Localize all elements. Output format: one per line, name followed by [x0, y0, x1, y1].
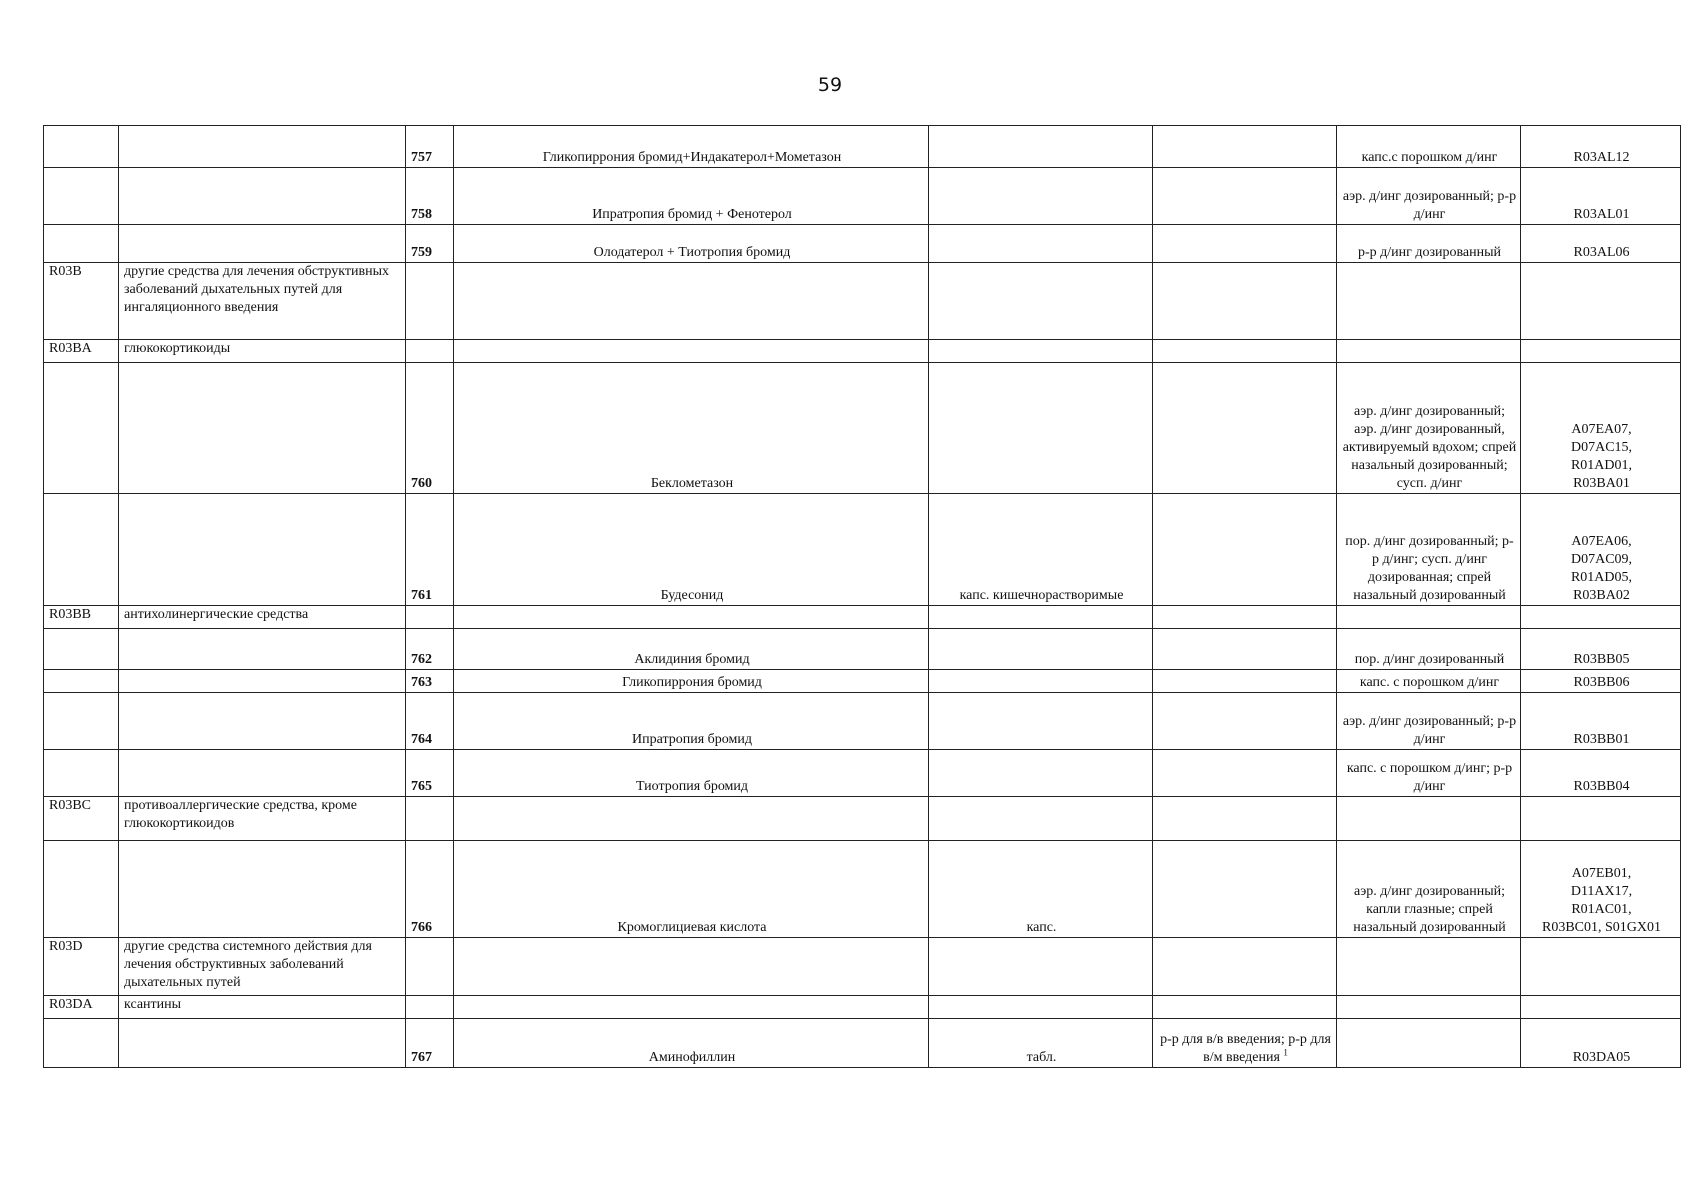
- dosage-form-cell: [929, 363, 1153, 494]
- row-number-text: 760: [411, 476, 432, 491]
- drug-name-text: Беклометазон: [650, 476, 734, 491]
- row-number-cell: [406, 629, 454, 670]
- drug-row: [44, 168, 1681, 225]
- drug-name-text: Ипратропия бромид + Фенотерол: [592, 207, 792, 222]
- dosage-form-cell: [929, 606, 1153, 629]
- dosage-form-cell: [1337, 670, 1521, 693]
- drug-name-cell: [454, 606, 929, 629]
- drug-name-text: Гликопиррония бромид: [622, 675, 762, 690]
- drug-row: [44, 1019, 1681, 1068]
- dosage-form-cell: [1153, 494, 1337, 606]
- group-name-cell: [119, 340, 406, 363]
- dosage-form-cell: [929, 841, 1153, 938]
- group-name-cell: [119, 363, 406, 494]
- row-number-cell: [406, 494, 454, 606]
- group-name-cell: [119, 629, 406, 670]
- group-row: [44, 996, 1681, 1019]
- dosage-form-cell: [1153, 225, 1337, 263]
- drug-name-text: Аклидиния бромид: [634, 652, 750, 667]
- drug-name-cell: [454, 494, 929, 606]
- drug-row: [44, 693, 1681, 750]
- group-name-cell: [119, 225, 406, 263]
- group-row: [44, 797, 1681, 841]
- drug-name-text: Гликопиррония бромид+Индакатерол+Мометазон: [542, 150, 842, 165]
- dosage-form-text: аэр. д/инг дозированный; капли глазные; спрей назальный дозированный: [1353, 884, 1506, 935]
- dosage-form-cell: [1337, 996, 1521, 1019]
- dosage-form-cell: [1153, 263, 1337, 340]
- atc-code-cell: [44, 225, 119, 263]
- atc-classification-cell: [1521, 797, 1681, 841]
- dosage-form-cell: [1153, 841, 1337, 938]
- atc-classification-text: R03BB04: [1573, 779, 1630, 794]
- group-name-text: антихолинергические средства: [124, 607, 309, 622]
- dosage-form-cell: [1337, 340, 1521, 363]
- row-number-text: 764: [411, 732, 432, 747]
- atc-classification-cell: [1521, 606, 1681, 629]
- drug-name-cell: [454, 938, 929, 996]
- row-number-text: 758: [411, 207, 432, 222]
- group-name-cell: [119, 168, 406, 225]
- dosage-form-cell: [1153, 996, 1337, 1019]
- atc-code-cell: [44, 629, 119, 670]
- atc-classification-cell: [1521, 670, 1681, 693]
- row-number-cell: [406, 363, 454, 494]
- dosage-form-cell: [1337, 126, 1521, 168]
- group-name-cell: [119, 996, 406, 1019]
- drug-name-text: Будесонид: [660, 588, 724, 603]
- dosage-form-cell: [1153, 670, 1337, 693]
- atc-classification-cell: [1521, 996, 1681, 1019]
- atc-classification-cell: [1521, 693, 1681, 750]
- dosage-form-cell: [1337, 263, 1521, 340]
- dosage-form-cell: [929, 340, 1153, 363]
- atc-code-cell: [44, 938, 119, 996]
- page-number: 59: [817, 74, 843, 96]
- atc-classification-cell: [1521, 263, 1681, 340]
- row-number-cell: [406, 938, 454, 996]
- dosage-form-text: р-р для в/в введения; р-р для в/м введения: [1160, 1032, 1331, 1065]
- row-number-cell: [406, 168, 454, 225]
- atc-classification-text: R03AL06: [1573, 245, 1630, 260]
- atc-code-cell: [44, 126, 119, 168]
- dosage-form-cell: [1337, 629, 1521, 670]
- dosage-form-cell: [929, 1019, 1153, 1068]
- drug-name-cell: [454, 841, 929, 938]
- row-number-cell: [406, 750, 454, 797]
- dosage-form-cell: [1153, 168, 1337, 225]
- drug-name-cell: [454, 996, 929, 1019]
- dosage-form-text: пор. д/инг дозированный: [1354, 652, 1505, 667]
- group-name-text: другие средства для лечения обструктивных заболеваний дыхательных путей для ингаляционного введения: [124, 264, 389, 315]
- dosage-form-cell: [929, 996, 1153, 1019]
- row-number-cell: [406, 693, 454, 750]
- drug-name-text: Аминофиллин: [648, 1050, 736, 1065]
- atc-classification-text: A07EB01, D11AX17, R01AC01, R03BC01, S01GX01: [1541, 866, 1662, 935]
- drug-row: [44, 126, 1681, 168]
- row-number-text: 762: [411, 652, 432, 667]
- drug-name-cell: [454, 340, 929, 363]
- group-name-cell: [119, 126, 406, 168]
- group-row: [44, 340, 1681, 363]
- dosage-form-text: капс. с порошком д/инг: [1359, 675, 1500, 690]
- atc-classification-cell: [1521, 363, 1681, 494]
- row-number-cell: [406, 225, 454, 263]
- atc-classification-cell: [1521, 938, 1681, 996]
- atc-code-cell: [44, 693, 119, 750]
- row-number-text: 766: [411, 920, 432, 935]
- drug-name-text: Тиотропия бромид: [635, 779, 749, 794]
- dosage-form-text: аэр. д/инг дозированный; р-р д/инг: [1342, 714, 1517, 747]
- dosage-form-text: р-р д/инг дозированный: [1357, 245, 1502, 260]
- drug-name-cell: [454, 168, 929, 225]
- atc-classification-cell: [1521, 168, 1681, 225]
- atc-code-cell: [44, 670, 119, 693]
- dosage-form-cell: [1153, 126, 1337, 168]
- atc-code-cell: [44, 494, 119, 606]
- dosage-form-text: капс. кишечнорастворимые: [959, 588, 1124, 603]
- atc-classification-cell: [1521, 750, 1681, 797]
- atc-classification-text: R03BB05: [1573, 652, 1630, 667]
- row-number-text: 759: [411, 245, 432, 260]
- group-name-cell: [119, 797, 406, 841]
- atc-code-text: R03D: [49, 939, 83, 954]
- drug-name-cell: [454, 750, 929, 797]
- atc-code-cell: [44, 606, 119, 629]
- drug-row: [44, 225, 1681, 263]
- dosage-form-cell: [1337, 693, 1521, 750]
- dosage-form-text: аэр. д/инг дозированный; аэр. д/инг дозированный, активируемый вдохом; спрей назальный дозированный; сусп. д/инг: [1342, 404, 1517, 491]
- group-name-cell: [119, 670, 406, 693]
- group-name-cell: [119, 750, 406, 797]
- dosage-form-cell: [1153, 606, 1337, 629]
- atc-classification-cell: [1521, 225, 1681, 263]
- dosage-form-cell: [929, 750, 1153, 797]
- drug-name-cell: [454, 670, 929, 693]
- dosage-form-cell: [1337, 363, 1521, 494]
- drug-registry-table: [43, 125, 1681, 1068]
- row-number-text: 761: [411, 588, 432, 603]
- row-number-text: 763: [411, 675, 432, 690]
- row-number-cell: [406, 670, 454, 693]
- atc-code-cell: [44, 1019, 119, 1068]
- atc-code-text: R03BC: [49, 798, 92, 813]
- group-row: [44, 938, 1681, 996]
- dosage-form-cell: [929, 225, 1153, 263]
- drug-row: [44, 841, 1681, 938]
- drug-name-cell: [454, 797, 929, 841]
- drug-name-text: Олодатерол + Тиотропия бромид: [593, 245, 791, 260]
- group-name-cell: [119, 606, 406, 629]
- row-number-cell: [406, 797, 454, 841]
- drug-name-cell: [454, 629, 929, 670]
- drug-name-cell: [454, 1019, 929, 1068]
- drug-row: [44, 750, 1681, 797]
- dosage-form-cell: [929, 938, 1153, 996]
- dosage-form-text: пор. д/инг дозированный; р-р д/инг; сусп. д/инг дозированная; спрей назальный дозированный: [1345, 534, 1514, 603]
- drug-name-cell: [454, 363, 929, 494]
- atc-classification-text: R03AL01: [1573, 207, 1630, 222]
- atc-code-cell: [44, 263, 119, 340]
- atc-code-cell: [44, 168, 119, 225]
- dosage-form-cell: [1337, 797, 1521, 841]
- dosage-form-cell: [929, 168, 1153, 225]
- row-number-cell: [406, 996, 454, 1019]
- atc-classification-text: R03DA05: [1572, 1050, 1631, 1065]
- atc-code-cell: [44, 797, 119, 841]
- atc-classification-cell: [1521, 494, 1681, 606]
- group-row: [44, 263, 1681, 340]
- dosage-form-cell: [1337, 168, 1521, 225]
- group-name-cell: [119, 263, 406, 340]
- dosage-form-cell: [929, 797, 1153, 841]
- atc-classification-cell: [1521, 1019, 1681, 1068]
- dosage-form-cell: [1153, 693, 1337, 750]
- dosage-form-cell: [1337, 750, 1521, 797]
- group-name-cell: [119, 841, 406, 938]
- row-number-text: 765: [411, 779, 432, 794]
- drug-row: [44, 670, 1681, 693]
- dosage-form-text: табл.: [1026, 1050, 1057, 1065]
- dosage-form-cell: [1153, 363, 1337, 494]
- row-number-cell: [406, 340, 454, 363]
- dosage-form-cell: [1337, 494, 1521, 606]
- atc-classification-text: A07EA06, D07AC09, R01AD05, R03BA02: [1570, 534, 1633, 603]
- row-number-text: 757: [411, 150, 432, 165]
- drug-name-text: Кромоглициевая кислота: [617, 920, 767, 935]
- dosage-form-cell: [1337, 841, 1521, 938]
- atc-classification-text: R03BB06: [1573, 675, 1630, 690]
- dosage-form-text: капс. с порошком д/инг; р-р д/инг: [1346, 761, 1513, 794]
- dosage-form-cell: [1337, 225, 1521, 263]
- row-number-cell: [406, 841, 454, 938]
- dosage-form-text: аэр. д/инг дозированный; р-р д/инг: [1342, 189, 1517, 222]
- group-name-cell: [119, 938, 406, 996]
- dosage-form-cell: [1337, 606, 1521, 629]
- atc-code-text: R03BA: [49, 341, 92, 356]
- dosage-form-cell: [1153, 1019, 1337, 1068]
- dosage-form-cell: [1153, 750, 1337, 797]
- footnote-marker: 1: [1283, 1047, 1288, 1058]
- atc-code-cell: [44, 841, 119, 938]
- dosage-form-cell: [929, 670, 1153, 693]
- dosage-form-cell: [1337, 1019, 1521, 1068]
- atc-classification-cell: [1521, 629, 1681, 670]
- group-name-text: другие средства системного действия для лечения обструктивных заболеваний дыхательных путей: [124, 939, 372, 990]
- row-number-cell: [406, 1019, 454, 1068]
- group-name-text: противоаллергические средства, кроме глюкокортикоидов: [124, 798, 357, 831]
- dosage-form-cell: [929, 263, 1153, 340]
- atc-code-cell: [44, 750, 119, 797]
- drug-name-cell: [454, 693, 929, 750]
- row-number-cell: [406, 263, 454, 340]
- group-name-cell: [119, 494, 406, 606]
- group-name-cell: [119, 1019, 406, 1068]
- drug-row: [44, 494, 1681, 606]
- atc-code-text: R03B: [49, 264, 82, 279]
- row-number-cell: [406, 606, 454, 629]
- dosage-form-cell: [1337, 938, 1521, 996]
- dosage-form-cell: [1153, 629, 1337, 670]
- group-name-cell: [119, 693, 406, 750]
- dosage-form-cell: [929, 494, 1153, 606]
- drug-name-cell: [454, 225, 929, 263]
- atc-code-cell: [44, 340, 119, 363]
- group-row: [44, 606, 1681, 629]
- atc-code-cell: [44, 996, 119, 1019]
- drug-row: [44, 629, 1681, 670]
- atc-classification-cell: [1521, 841, 1681, 938]
- drug-name-cell: [454, 263, 929, 340]
- atc-classification-text: A07EA07, D07AC15, R01AD01, R03BA01: [1570, 422, 1633, 491]
- atc-classification-cell: [1521, 126, 1681, 168]
- group-name-text: ксантины: [124, 997, 182, 1012]
- drug-row: [44, 363, 1681, 494]
- dosage-form-cell: [929, 693, 1153, 750]
- dosage-form-cell: [929, 126, 1153, 168]
- atc-code-text: R03BB: [49, 607, 92, 622]
- group-name-text: глюкокортикоиды: [124, 341, 231, 356]
- atc-code-text: R03DA: [49, 997, 93, 1012]
- dosage-form-cell: [1153, 340, 1337, 363]
- row-number-cell: [406, 126, 454, 168]
- drug-name-text: Ипратропия бромид: [632, 732, 752, 747]
- atc-code-cell: [44, 363, 119, 494]
- atc-classification-text: R03BB01: [1573, 732, 1630, 747]
- dosage-form-text: капс.с порошком д/инг: [1361, 150, 1498, 165]
- atc-classification-cell: [1521, 340, 1681, 363]
- dosage-form-cell: [1153, 797, 1337, 841]
- row-number-text: 767: [411, 1050, 432, 1065]
- dosage-form-text: капс.: [1026, 920, 1057, 935]
- dosage-form-cell: [1153, 938, 1337, 996]
- drug-name-cell: [454, 126, 929, 168]
- atc-classification-text: R03AL12: [1573, 150, 1630, 165]
- dosage-form-cell: [929, 629, 1153, 670]
